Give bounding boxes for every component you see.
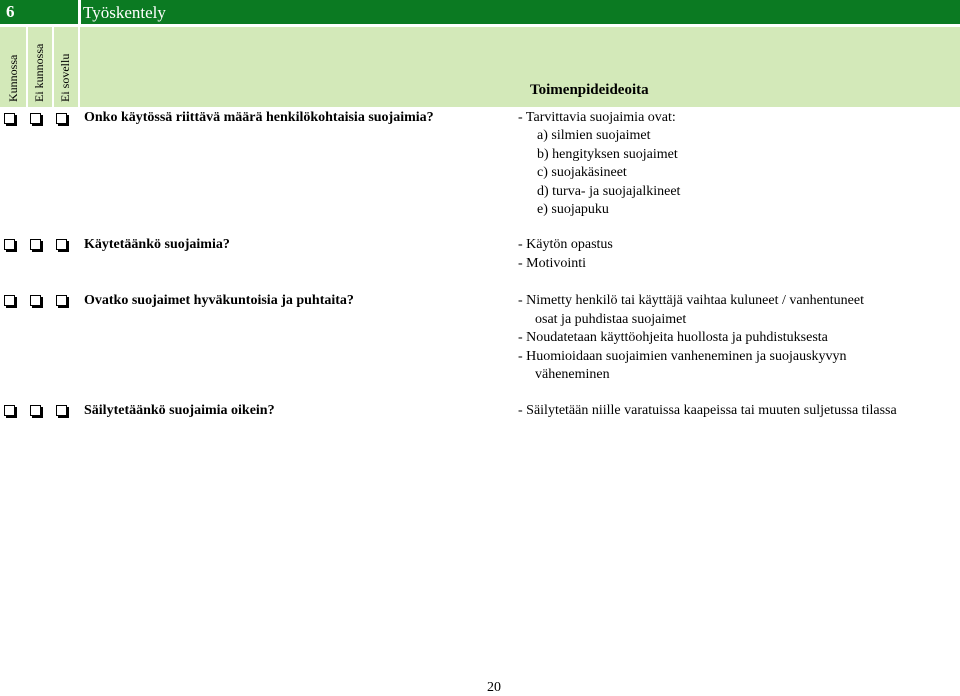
checkbox-kunnossa[interactable] [4, 295, 15, 306]
checkbox-kunnossa[interactable] [4, 113, 15, 124]
column-label-ei-kunnossa: Ei kunnossa [32, 43, 46, 102]
section-number: 6 [0, 0, 78, 24]
question-text: Käytetäänkö suojaimia? [84, 237, 230, 252]
column-label-kunnossa: Kunnossa [6, 54, 20, 102]
column-divider [52, 27, 54, 107]
column-label-ei-sovellu: Ei sovellu [58, 53, 72, 102]
answer-line: e) suojapuku [537, 202, 609, 217]
ideas-column-heading: Toimenpideideoita [530, 82, 649, 98]
checkbox-kunnossa[interactable] [4, 239, 15, 250]
question-text: Onko käytössä riittävä määrä henkilökohtaisia suojaimia? [84, 110, 434, 125]
answer-line: a) silmien suojaimet [537, 128, 651, 143]
answer-line: - Nimetty henkilö tai käyttäjä vaihtaa kuluneet / vanhentuneet [518, 293, 864, 308]
question-text: Säilytetäänkö suojaimia oikein? [84, 403, 275, 418]
answer-line: osat ja puhdistaa suojaimet [535, 312, 687, 327]
answer-line: - Motivointi [518, 256, 587, 271]
column-divider [78, 27, 80, 107]
answer-line: - Noudatetaan käyttöohjeita huollosta ja puhdistuksesta [518, 330, 828, 345]
checkbox-ei-sovellu[interactable] [56, 239, 67, 250]
answer-line: - Käytön opastus [518, 237, 613, 252]
answer-line: väheneminen [535, 367, 610, 382]
question-text: Ovatko suojaimet hyväkuntoisia ja puhtaita? [84, 293, 354, 308]
checkbox-ei-kunnossa[interactable] [30, 113, 41, 124]
checkbox-ei-kunnossa[interactable] [30, 239, 41, 250]
column-divider [26, 27, 28, 107]
answer-line: - Huomioidaan suojaimien vanheneminen ja suojauskyvyn [518, 349, 847, 364]
answer-line: - Tarvittavia suojaimia ovat: [518, 110, 676, 125]
section-title: Työskentely [81, 0, 960, 24]
checkbox-kunnossa[interactable] [4, 405, 15, 416]
checkbox-ei-kunnossa[interactable] [30, 405, 41, 416]
checkbox-ei-sovellu[interactable] [56, 113, 67, 124]
answer-line: b) hengityksen suojaimet [537, 147, 678, 162]
column-header-band [0, 27, 960, 107]
checkbox-ei-sovellu[interactable] [56, 295, 67, 306]
answer-line: c) suojakäsineet [537, 165, 627, 180]
page-number: 20 [487, 680, 501, 695]
answer-line: - Säilytetään niille varatuissa kaapeissa tai muuten suljetussa tilassa [518, 403, 897, 418]
checkbox-ei-kunnossa[interactable] [30, 295, 41, 306]
checkbox-ei-sovellu[interactable] [56, 405, 67, 416]
answer-line: d) turva- ja suojajalkineet [537, 184, 681, 199]
